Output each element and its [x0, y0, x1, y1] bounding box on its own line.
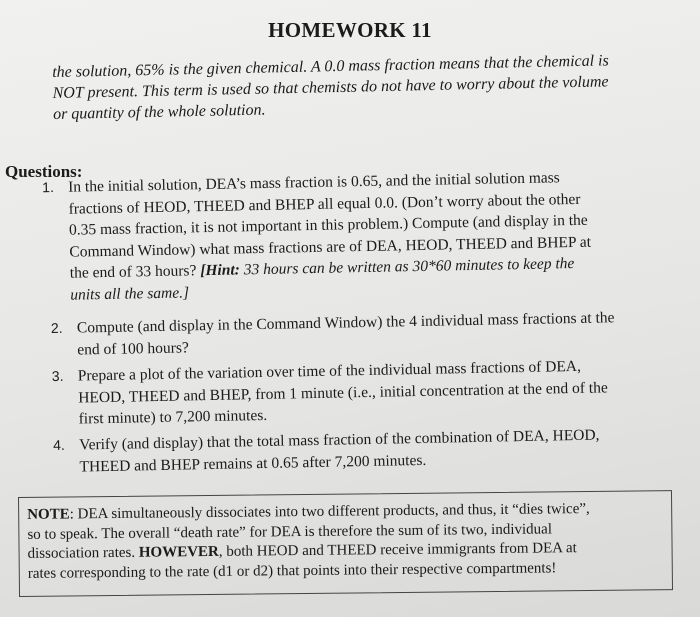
question-line: Verify (and display) that the total mass fraction of the combination of DEA, HEOD,	[78, 426, 600, 454]
question-text	[79, 425, 600, 478]
question-number: 2.	[50, 319, 63, 337]
question-number: 1.	[42, 178, 55, 196]
hint-label: [Hint:	[200, 261, 241, 280]
intro-line-3: or quantity of the whole solution.	[52, 101, 266, 123]
question-text	[77, 307, 615, 360]
questions-list	[0, 165, 700, 478]
question-text	[78, 355, 609, 430]
question-2	[50, 306, 691, 359]
question-line: HEOD, THEED and BHEP, from 1 minute (i.e., initial concentration at the end of the	[78, 378, 608, 407]
question-line: end of 100 hours?	[77, 338, 189, 359]
question-line: units all the same.]	[70, 283, 190, 304]
question-number: 4.	[52, 436, 65, 454]
question-line: the end of 33 hours? [Hint: 33 hours can be written as 30*60 minutes to keep the	[69, 254, 575, 282]
intro-paragraph	[52, 49, 678, 125]
note-however: HOWEVER	[138, 543, 219, 561]
intro-line-1: the solution, 65% is the given chemical. A 0.0 mass fraction means that the chemical is	[52, 52, 609, 81]
question-line: Prepare a plot of the variation over time of the individual mass fractions of DEA,	[77, 357, 582, 385]
note-line-4: rates corresponding to the rate (d1 or d2) that points into their respective compartments!	[27, 559, 557, 582]
note-line-3: dissociation rates. HOWEVER, both HEOD and THEED receive immigrants from DEA at	[27, 540, 577, 562]
question-line: first minute) to 7,200 minutes.	[78, 406, 268, 428]
note-line-2: so to speak. The overall “death rate” for DEA is therefore the sum of its two, individual	[27, 520, 553, 543]
question-line: In the initial solution, DEA’s mass fraction is 0.65, and the initial solution mass	[68, 169, 560, 196]
note-box	[18, 490, 673, 597]
question-line: Compute (and display in the Command Window) the 4 individual mass fractions at the	[76, 309, 615, 337]
note-label: NOTE	[27, 506, 70, 523]
note-line-1: NOTE: DEA simultaneously dissociates into two different products, and thus, it “dies twice”,	[27, 501, 590, 523]
question-1	[42, 165, 692, 304]
questions-heading: Questions:	[5, 162, 83, 181]
page-title: HOMEWORK 11	[268, 18, 432, 42]
question-text	[68, 167, 592, 306]
intro-line-2: NOT present. This term is used so that chemists do not have to worry about the volume	[52, 73, 609, 102]
question-number: 3.	[51, 367, 64, 385]
question-line: 0.35 mass fraction, it is not important in this problem.) Compute (and display in the	[68, 211, 588, 239]
question-line: THEED and BHEP remains at 0.65 after 7,200 minutes.	[79, 451, 427, 476]
question-line: fractions of HEOD, THEED and BHEP all equal 0.0. (Don’t worry about the other	[68, 190, 581, 218]
question-line: Command Window) what mass fractions are of DEA, HEOD, THEED and BHEP at	[69, 233, 592, 261]
